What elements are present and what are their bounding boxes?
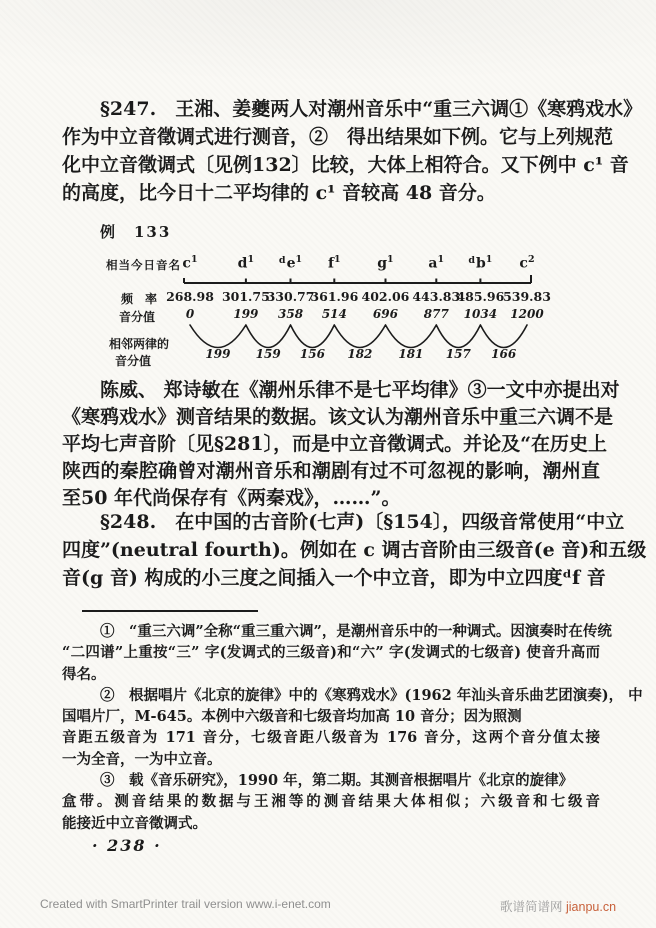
frequency-value: 539.83 (503, 289, 551, 304)
scale-axis-and-arcs (0, 248, 656, 372)
note-name: $^de^1$ (278, 254, 303, 272)
interval-cent-value: 182 (347, 347, 373, 361)
jianpu-domain: jianpu.cn (566, 900, 617, 914)
text-line: 陕西的秦腔确曾对潮州音乐和潮剧有过不可忽视的影响，潮州直 (62, 460, 600, 482)
cent-value: 358 (278, 307, 304, 321)
jianpu-watermark (500, 897, 616, 915)
interval-cent-value: 159 (255, 347, 281, 361)
frequency-value: 330.77 (266, 289, 315, 304)
pitch-axis-line (184, 275, 531, 283)
footnote-line: 音距五级音为 171 音分，七级音距八级音为 176 音分，这两个音分值太接 (62, 729, 600, 747)
interval-arcs (190, 325, 527, 348)
frequency-value: 402.06 (361, 289, 410, 304)
frequency-value: 268.98 (166, 289, 214, 304)
note-name: $^db^1$ (468, 254, 493, 272)
footnote-line: ③ 载《音乐研究》，1990 年，第二期。其测音根据唱片《北京的旋律》 (100, 772, 574, 790)
footnote-line: ① “重三六调”全称“重三重六调”，是潮州音乐中的一种调式。因演奏时在传统 (100, 623, 612, 640)
row-label-frequency: 频 率 (121, 292, 158, 306)
row-label-intervals-1: 相邻两律的 (109, 337, 170, 351)
half-flat-sign: d (468, 254, 475, 266)
note-name: $a^1$ (428, 254, 445, 272)
footnote-line: ② 根据唱片《北京的旋律》中的《寒鸦戏水》(1962 年汕头音乐曲艺团演奏)， 中 (100, 686, 643, 704)
page-number: · 238 · (92, 836, 162, 855)
footnote-line: 国唱片厂，M-645。本例中六级音和七级音均加高 10 音分；因为照测 (62, 708, 522, 726)
cent-value: 1034 (463, 307, 498, 321)
note-name: $c^1$ (182, 254, 198, 272)
smartprinter-watermark: Created with SmartPrinter trail version www.i-enet.com (40, 897, 331, 911)
frequency-value: 443.83 (412, 289, 461, 304)
text-line: 音(g 音) 构成的小三度之间插入一个中立音，即为中立四度ᵈf 音 (62, 567, 606, 589)
note-name: $c^2$ (519, 254, 535, 272)
footnote-divider (82, 610, 258, 612)
frequency-value: 301.75 (221, 289, 270, 304)
note-name: $g^1$ (377, 254, 394, 272)
footnote-line: 得名。 (62, 665, 106, 683)
text-line: §248. 在中国的古音阶(七声)〔§154〕，四级音常使用“中立 (100, 511, 625, 533)
footnote-line: 一为全音，一为中立音。 (62, 750, 222, 768)
row-label-cents: 音分值 (119, 310, 156, 324)
text-line: 陈威、 郑诗敏在《潮州乐律不是七平均律》③一文中亦提出对 (100, 379, 620, 401)
interval-cent-value: 156 (299, 347, 325, 361)
text-line: 平均七声音阶〔见§281〕，而是中立音徵调式。并论及“在历史上 (62, 433, 608, 455)
paragraph-248 (62, 508, 647, 592)
interval-cent-value: 181 (398, 347, 424, 361)
cent-value: 1200 (510, 307, 544, 321)
frequency-value: 361.96 (310, 289, 359, 304)
text-line: 至50 年代尚保存有《两秦戏》，……”。 (62, 487, 401, 509)
cent-value: 877 (423, 307, 449, 321)
paragraph-247 (62, 95, 643, 207)
frequency-value: 485.96 (456, 289, 505, 304)
jianpu-site-name: 歌谱简谱网 (500, 900, 563, 914)
interval-cent-value: 157 (445, 347, 471, 361)
cent-value: 514 (321, 307, 347, 321)
row-label-intervals-2: 音分值 (115, 354, 152, 368)
footnote-line: 能接近中立音徵调式。 (62, 814, 207, 832)
pitch-scale-diagram (0, 248, 656, 372)
footnote-line: “二四谱”上重按“三” 字(发调式的三级音)和“六” 字(发调式的七级音) 使音升高而 (62, 644, 600, 662)
cent-value: 199 (233, 307, 259, 321)
note-name: $f^1$ (328, 254, 341, 272)
interval-cent-value: 199 (205, 347, 231, 361)
cent-value: 696 (372, 307, 398, 321)
half-flat-sign: d (278, 254, 286, 266)
example-label: 例 133 (100, 223, 172, 241)
text-line: 的高度，比今日十二平均律的 c¹ 音较高 48 音分。 (62, 182, 496, 204)
footnotes (62, 621, 643, 834)
text-line: 化中立音徵调式〔见例132〕比较，大体上相符合。又下例中 c¹ 音 (62, 154, 629, 176)
note-name: $d^1$ (237, 254, 255, 272)
text-line: 四度”(neutral fourth)。例如在 c 调古音阶由三级音(e 音)和五级 (62, 539, 647, 561)
row-label-note-names: 相当今日音名 (106, 258, 181, 272)
footnote-line: 盒带。测音结果的数据与王湘等的测音结果大体相似；六级音和七级音 (62, 793, 600, 811)
cent-value: 0 (185, 307, 195, 321)
paragraph-chen-zheng (62, 377, 620, 512)
interval-cent-value: 166 (491, 347, 517, 361)
text-line: §247. 王湘、姜夔两人对潮州音乐中“重三六调①《寒鸦戏水》 (100, 98, 643, 120)
text-line: 《寒鸦戏水》测音结果的数据。该文认为潮州音乐中重三六调不是 (62, 406, 614, 428)
text-line: 作为中立音徵调式进行测音，② 得出结果如下例。它与上列规范 (62, 126, 614, 148)
